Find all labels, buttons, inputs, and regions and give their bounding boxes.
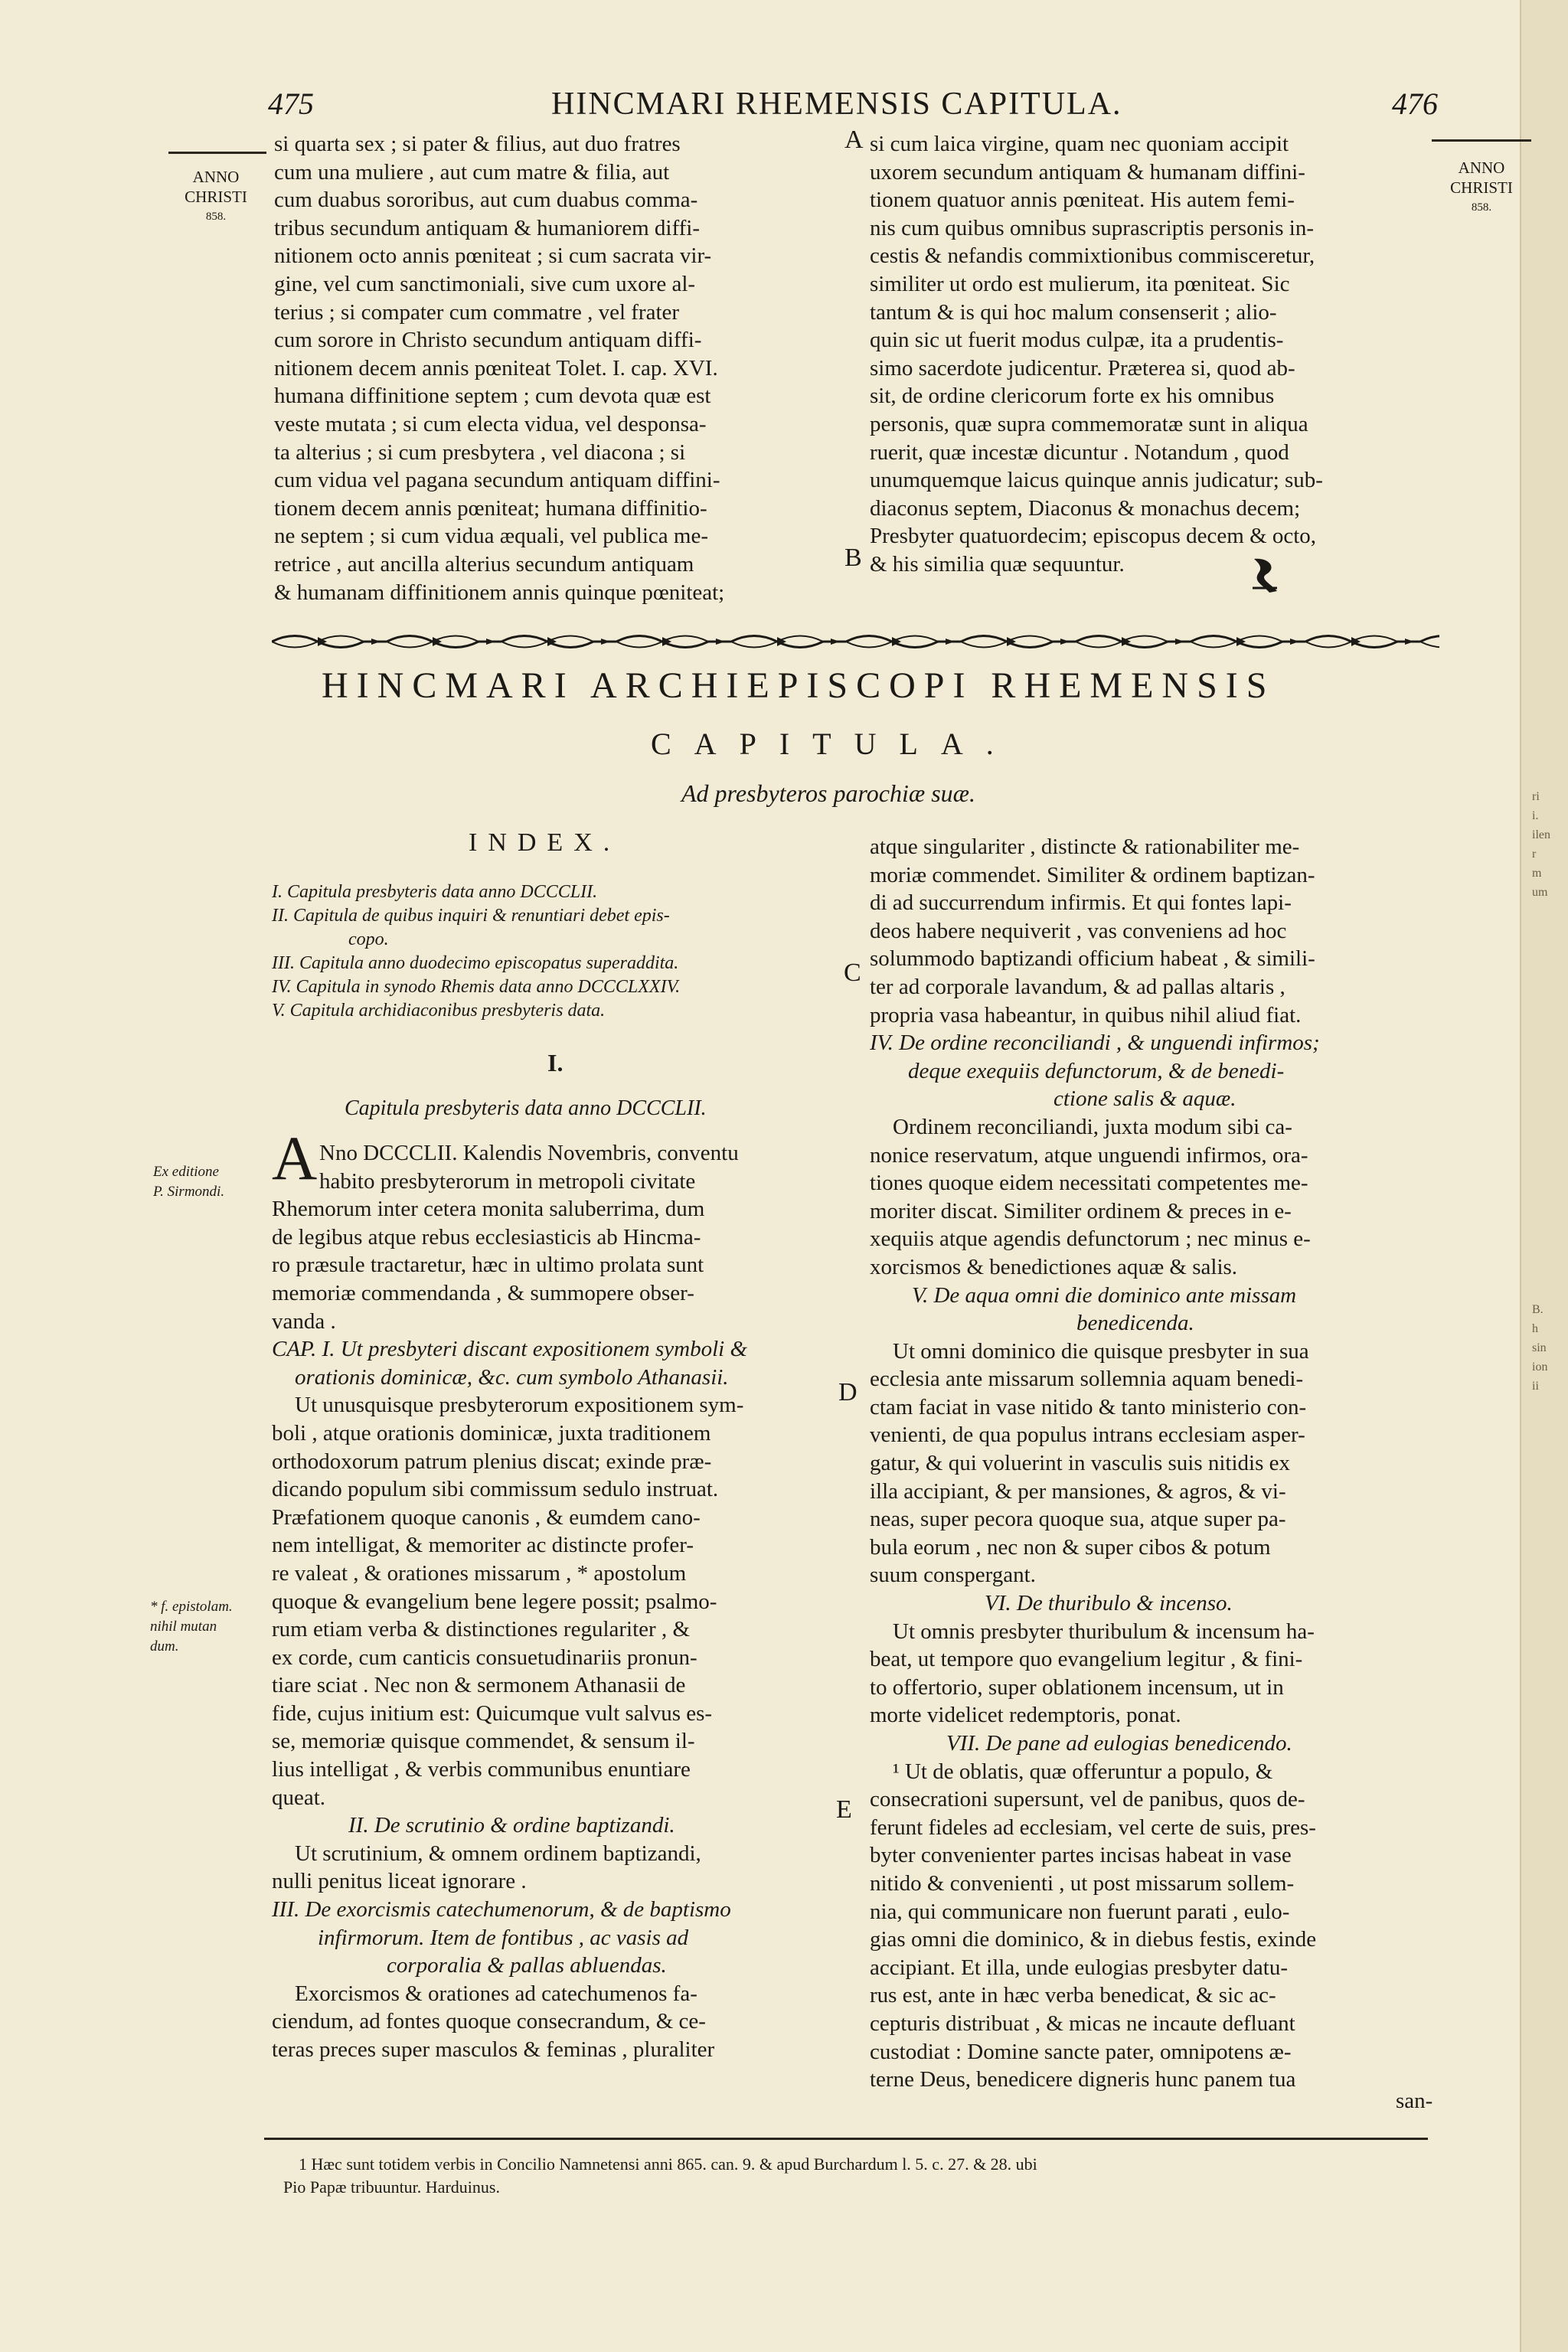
index-heading: INDEX. (469, 828, 621, 857)
text-line: cum duabus sororibus, aut cum duabus comma- (274, 188, 698, 213)
edge-fragment: B. (1532, 1303, 1544, 1316)
body-left-column (272, 1139, 838, 2064)
column-letter-b: B (844, 544, 862, 572)
edge-fragment: ilen (1532, 828, 1550, 841)
text-line: terne Deus, benedicere digneris hunc panem tua (870, 2067, 1296, 2092)
index-item: IV. Capitula in synodo Rhemis data anno DCCCLXXIV. (272, 977, 681, 997)
text-line: nitionem octo annis pœniteat ; si cum sacrata vir- (274, 243, 712, 269)
main-title: HINCMARI ARCHIEPISCOPI RHEMENSIS (322, 665, 1276, 706)
column-letter-a: A (844, 126, 864, 154)
text-line: illa accipiant, & per mansiones, & agros, & vi- (870, 1478, 1286, 1504)
chapter-heading: III. De exorcismis catechumenorum, & de baptismo (272, 1897, 731, 1922)
text-line: si quarta sex ; si pater & filius, aut duo fratres (274, 132, 681, 156)
index-item: III. Capitula anno duodecimo episcopatus superaddita. (272, 953, 679, 973)
edge-fragment: m (1532, 867, 1542, 880)
text-line: gatur, & qui voluerint in vasculis suis nitidis ex (870, 1451, 1290, 1476)
text-line: Nno DCCCLII. Kalendis Novembris, conventu (319, 1141, 739, 1165)
text-line: ecclesia ante missarum sollemnia aquam benedi- (870, 1367, 1304, 1392)
text-line: queat. (272, 1785, 326, 1810)
fleuron-ornament-icon (1246, 554, 1283, 603)
text-line: Præfationem quoque canonis , & eumdem cano- (272, 1504, 701, 1530)
text-line: custodiat : Domine sancte pater, omnipotens æ- (870, 2039, 1292, 2064)
text-line: solummodo baptizandi officium habeat , & simili- (870, 946, 1315, 972)
text-line: se, memoriæ quisque commendet, & sensum il- (272, 1729, 695, 1754)
text-line: vanda . (272, 1308, 336, 1334)
text-line: di ad succurrendum infirmis. Et qui fontes lapi- (870, 890, 1292, 916)
text-line: ro præsule tractaretur, hæc in ultimo prolata sunt (272, 1253, 704, 1278)
section-numeral: I. (547, 1049, 564, 1076)
text-line: boli , atque orationis dominicæ, juxta traditionem (272, 1420, 711, 1446)
text-line: neas, super pecora quoque sua, atque super pa- (870, 1507, 1286, 1532)
text-line: nem intelligat, & memoriter ac distincte profer- (272, 1533, 694, 1558)
text-line: venienti, de qua populus intrans ecclesiam asper- (870, 1423, 1305, 1448)
edge-fragment: ii (1532, 1380, 1539, 1393)
text-line: accipiant. Et illa, unde eulogias presbyter datu- (870, 1955, 1288, 1980)
margin-text: P. Sirmondi. (153, 1184, 225, 1200)
text-line: retrice , aut ancilla alterius secundum antiquam (274, 551, 694, 577)
text-line: fide, cujus initium est: Quicumque vult salvus es- (272, 1700, 713, 1726)
text-line: tribus secundum antiquam & humaniorem diffi- (274, 215, 700, 240)
text-line: diaconus septem, Diaconus & monachus decem; (870, 495, 1301, 521)
text-line: xequiis atque agendis defunctorum ; nec minus e- (870, 1227, 1311, 1252)
edge-fragment: um (1532, 886, 1548, 899)
text-line: nitionem decem annis pœniteat Tolet. I. cap. XVI. (274, 355, 718, 381)
text-line: de legibus atque rebus ecclesiasticis ab Hincma- (272, 1224, 701, 1250)
text-line: tionem decem annis pœniteat; humana diffinitio- (274, 495, 707, 521)
text-line: cestis & nefandis commixtionibus commisceretur, (870, 243, 1315, 269)
body-right-column (870, 833, 1436, 2094)
column-letter-e: E (836, 1795, 852, 1824)
text-line: Ordinem reconciliandi, juxta modum sibi ca- (893, 1114, 1292, 1139)
text-line: bula eorum , nec non & super cibos & potum (870, 1534, 1271, 1560)
text-line: cum una muliere , aut cum matre & filia, aut (274, 159, 670, 185)
text-line: cepturis distribuat , & micas ne incaute defluant (870, 2011, 1295, 2036)
text-line: & his similia quæ sequuntur. (870, 551, 1125, 577)
text-line: propria vasa habeantur, in quibus nihil aliud fiat. (870, 1002, 1302, 1027)
text-line: ctam faciat in vase nitido & tanto ministerio con- (870, 1394, 1307, 1419)
text-line: terius ; si compater cum commatre , vel frater (274, 299, 680, 325)
edge-fragment: h (1532, 1322, 1538, 1335)
text-line: veste mutata ; si cum electa vidua, vel desponsa- (274, 411, 707, 436)
chapter-heading: V. De aqua omni die dominico ante missam (912, 1282, 1297, 1308)
edge-fragment: ion (1532, 1361, 1548, 1374)
text-line: quin sic ut fuerit modus culpæ, ita a prudentis- (870, 328, 1284, 353)
text-line: to offertorio, super oblationem incensum, ut in (870, 1674, 1284, 1700)
chapter-heading: II. De scrutinio & ordine baptizandi. (348, 1813, 675, 1838)
margin-anno-right (1439, 158, 1524, 217)
text-line: Ut scrutinium, & omnem ordinem baptizandi, (295, 1841, 701, 1866)
index-item: II. Capitula de quibus inquiri & renuntiari debet epis- (272, 906, 670, 926)
text-line: xorcismos & benedictiones aquæ & salis. (870, 1254, 1238, 1279)
margin-text: ANNO (192, 168, 240, 186)
edge-fragment: ri (1532, 790, 1540, 803)
chapter-heading: benedicenda. (1076, 1311, 1194, 1336)
index-item: I. Capitula presbyteris data anno DCCCLII. (272, 882, 598, 902)
text-line: tiones quoque eidem necessitati competentes me- (870, 1171, 1308, 1196)
text-line: Ut omni dominico die quisque presbyter in sua (893, 1338, 1309, 1364)
text-line: teras preces super masculos & feminas , pluraliter (272, 2037, 715, 2062)
edge-fragment: i. (1532, 809, 1539, 822)
chapter-heading: ctione salis & aquæ. (1054, 1086, 1236, 1112)
text-line: humana diffinitione septem ; cum devota quæ est (274, 384, 711, 409)
text-line: beat, ut tempore quo evangelium legitur , & fini- (870, 1647, 1303, 1672)
margin-emendation-note (150, 1597, 265, 1657)
text-line: Presbyter quatuordecim; episcopus decem & octo, (870, 524, 1317, 549)
text-line: personis, quæ supra commemoratæ sunt in aliqua (870, 411, 1308, 436)
edge-fragment: r (1532, 848, 1537, 861)
chapter-heading: corporalia & pallas abluendas. (387, 1953, 667, 1978)
text-line: cum vidua vel pagana secundum antiquam diffini- (274, 468, 720, 493)
margin-text: 858. (1471, 201, 1492, 214)
text-line: uxorem secundum antiquam & humanam diffini- (870, 159, 1305, 185)
text-line: atque singulariter , distincte & rationabiliter me- (870, 835, 1300, 859)
chapter-heading: CAP. I. Ut presbyteri discant expositionem symboli & (272, 1337, 748, 1362)
header-rule-right (1432, 139, 1531, 142)
index-item: V. Capitula archidiaconibus presbyteris data. (272, 1001, 606, 1021)
drop-cap: A (272, 1123, 318, 1193)
text-line: simo sacerdote judicentur. Præterea si, quod ab- (870, 355, 1295, 381)
margin-text: * f. epistolam. (150, 1599, 233, 1615)
text-line: tionem quatuor annis pœniteat. His autem femi- (870, 188, 1295, 213)
footnote-rule (264, 2138, 1428, 2143)
text-line: byter convenienter partes incisas habeat in vase (870, 1843, 1292, 1868)
margin-text: dum. (150, 1638, 179, 1655)
margin-text: ANNO (1458, 158, 1505, 177)
text-line: tiare sciat . Nec non & sermonem Athanasii de (272, 1673, 686, 1698)
text-line: nis cum quibus omnibus suprascriptis personis in- (870, 215, 1314, 240)
index-item: copo. (348, 929, 389, 949)
text-line: ex corde, cum canticis consuetudinariis pronun- (272, 1645, 697, 1670)
text-line: ne septem ; si cum vidua æquali, vel publica me- (274, 524, 708, 549)
text-line: & humanam diffinitionem annis quinque pœniteat; (274, 580, 725, 605)
column-letter-c: C (844, 959, 861, 987)
text-line: nia, qui communicare non fuerunt parati , eulo- (870, 1899, 1290, 1924)
text-line: re valeat , & orationes missarum , * apostolum (272, 1560, 687, 1586)
text-line: Ut omnis presbyter thuribulum & incensum ha- (893, 1619, 1315, 1644)
text-line: gias omni die dominico, & in diebus festis, exinde (870, 1927, 1317, 1952)
text-line: deos habere nequiverit , vas conveniens ad hoc (870, 918, 1287, 943)
chapter-heading: VII. De pane ad eulogias benedicendo. (946, 1731, 1292, 1756)
text-line: ruerit, quæ incestæ dicuntur . Notandum , quod (870, 439, 1289, 465)
chapter-heading: infirmorum. Item de fontibus , ac vasis ad (318, 1925, 689, 1950)
text-line: memoriæ commendanda , & summopere obser- (272, 1280, 694, 1305)
sub-title: CAPITULA. (651, 727, 1017, 761)
footnote-line: Pio Papæ tribuuntur. Harduinus. (283, 2177, 500, 2197)
margin-text: 858. (205, 211, 227, 223)
left-page-number: 475 (268, 87, 314, 121)
margin-text: Ex editione (153, 1164, 219, 1180)
adjacent-page-edge (1520, 0, 1568, 2352)
text-line: morte videlicet redemptoris, ponat. (870, 1703, 1181, 1728)
running-header (0, 86, 1520, 132)
text-line: Rhemorum inter cetera monita saluberrima, dum (272, 1197, 705, 1222)
text-line: Ut unusquisque presbyterorum expositionem sym- (295, 1393, 744, 1418)
text-line: suum conspergant. (870, 1563, 1036, 1588)
margin-edition-note (153, 1162, 268, 1202)
text-line: consecrationi supersunt, vel de panibus, quos de- (870, 1787, 1305, 1812)
text-line: lius intelligat , & verbis communibus enuntiare (272, 1757, 691, 1782)
text-line: sit, de ordine clericorum forte ex his omnibus (870, 384, 1275, 409)
footnote (283, 2153, 1432, 2199)
ornamental-rule-icon (272, 632, 1439, 651)
chapter-heading: deque exequiis defunctorum, & de benedi- (908, 1058, 1285, 1083)
text-line: moriæ commendet. Similiter & ordinem baptizan- (870, 862, 1315, 887)
footnote-line: 1 Hæc sunt totidem verbis in Concilio Namnetensi anni 865. can. 9. & apud Burchardum l. 5. c. 27. & 28. ubi (299, 2154, 1037, 2174)
top-left-column (274, 130, 841, 606)
text-line: tantum & is qui hoc malum consenserit ; alio- (870, 299, 1277, 325)
text-line: dicando populum sibi commissum sedulo instruat. (272, 1477, 719, 1502)
edge-fragment: sin (1532, 1341, 1547, 1354)
text-line: ferunt fideles ad ecclesiam, vel certe de suis, pres- (870, 1815, 1316, 1840)
text-line: nitido & convenienti , ut post missarum sollem- (870, 1870, 1295, 1896)
text-line: gine, vel cum sanctimoniali, sive cum uxore al- (274, 271, 696, 296)
margin-text: CHRISTI (1450, 178, 1513, 197)
index-list (272, 880, 846, 1023)
text-line: quoque & evangelium bene legere possit; psalmo- (272, 1589, 717, 1614)
text-line: nulli penitus liceat ignorare . (272, 1869, 527, 1894)
catchword: san- (1396, 2089, 1433, 2113)
text-line: ciendum, ad fontes quoque consecrandum, & ce- (272, 2009, 706, 2034)
text-line: Exorcismos & orationes ad catechumenos fa- (295, 1981, 697, 2006)
text-line: ta alterius ; si cum presbytera , vel diacona ; si (274, 439, 686, 465)
text-line: si cum laica virgine, quam nec quoniam accipit (870, 132, 1289, 156)
margin-text: nihil mutan (150, 1619, 217, 1635)
running-title: HINCMARI RHEMENSIS CAPITULA. (551, 87, 1122, 122)
margin-anno-left (170, 167, 262, 227)
section-subtitle: Capitula presbyteris data anno DCCCLII. (345, 1096, 707, 1120)
chapter-heading: IV. De ordine reconciliandi , & unguendi infirmos; (870, 1031, 1320, 1056)
text-line: unumquemque laicus quinque annis judicatur; sub- (870, 468, 1323, 493)
text-line: rum etiam verba & distinctiones regulariter , & (272, 1617, 691, 1642)
text-line: ¹ Ut de oblatis, quæ offeruntur a populo, & (893, 1759, 1273, 1784)
text-line: rus est, ante in hæc verba benedicat, & sic ac- (870, 1983, 1276, 2008)
text-line: ter ad corporale lavandum, & ad pallas altaris , (870, 974, 1285, 999)
header-rule-left (168, 152, 266, 154)
title-dedication: Ad presbyteros parochiæ suæ. (681, 779, 975, 807)
margin-text: CHRISTI (185, 188, 247, 206)
text-line: cum sorore in Christo secundum antiquam diffi- (274, 328, 702, 353)
text-line: orthodoxorum patrum plenius discat; exinde præ- (272, 1449, 712, 1474)
text-line: habito presbyterorum in metropoli civitate (319, 1168, 696, 1194)
top-right-column (870, 130, 1436, 579)
text-line: similiter ut ordo est mulierum, ita pœniteat. Sic (870, 271, 1290, 296)
column-letter-d: D (838, 1378, 858, 1406)
text-line: nonice reservatum, atque unguendi infirmos, ora- (870, 1142, 1308, 1168)
right-page-number: 476 (1392, 87, 1438, 121)
chapter-heading: orationis dominicæ, &c. cum symbolo Athanasii. (295, 1364, 729, 1390)
chapter-heading: VI. De thuribulo & incenso. (985, 1591, 1233, 1616)
text-line: moriter discat. Similiter ordinem & preces in e- (870, 1198, 1292, 1223)
